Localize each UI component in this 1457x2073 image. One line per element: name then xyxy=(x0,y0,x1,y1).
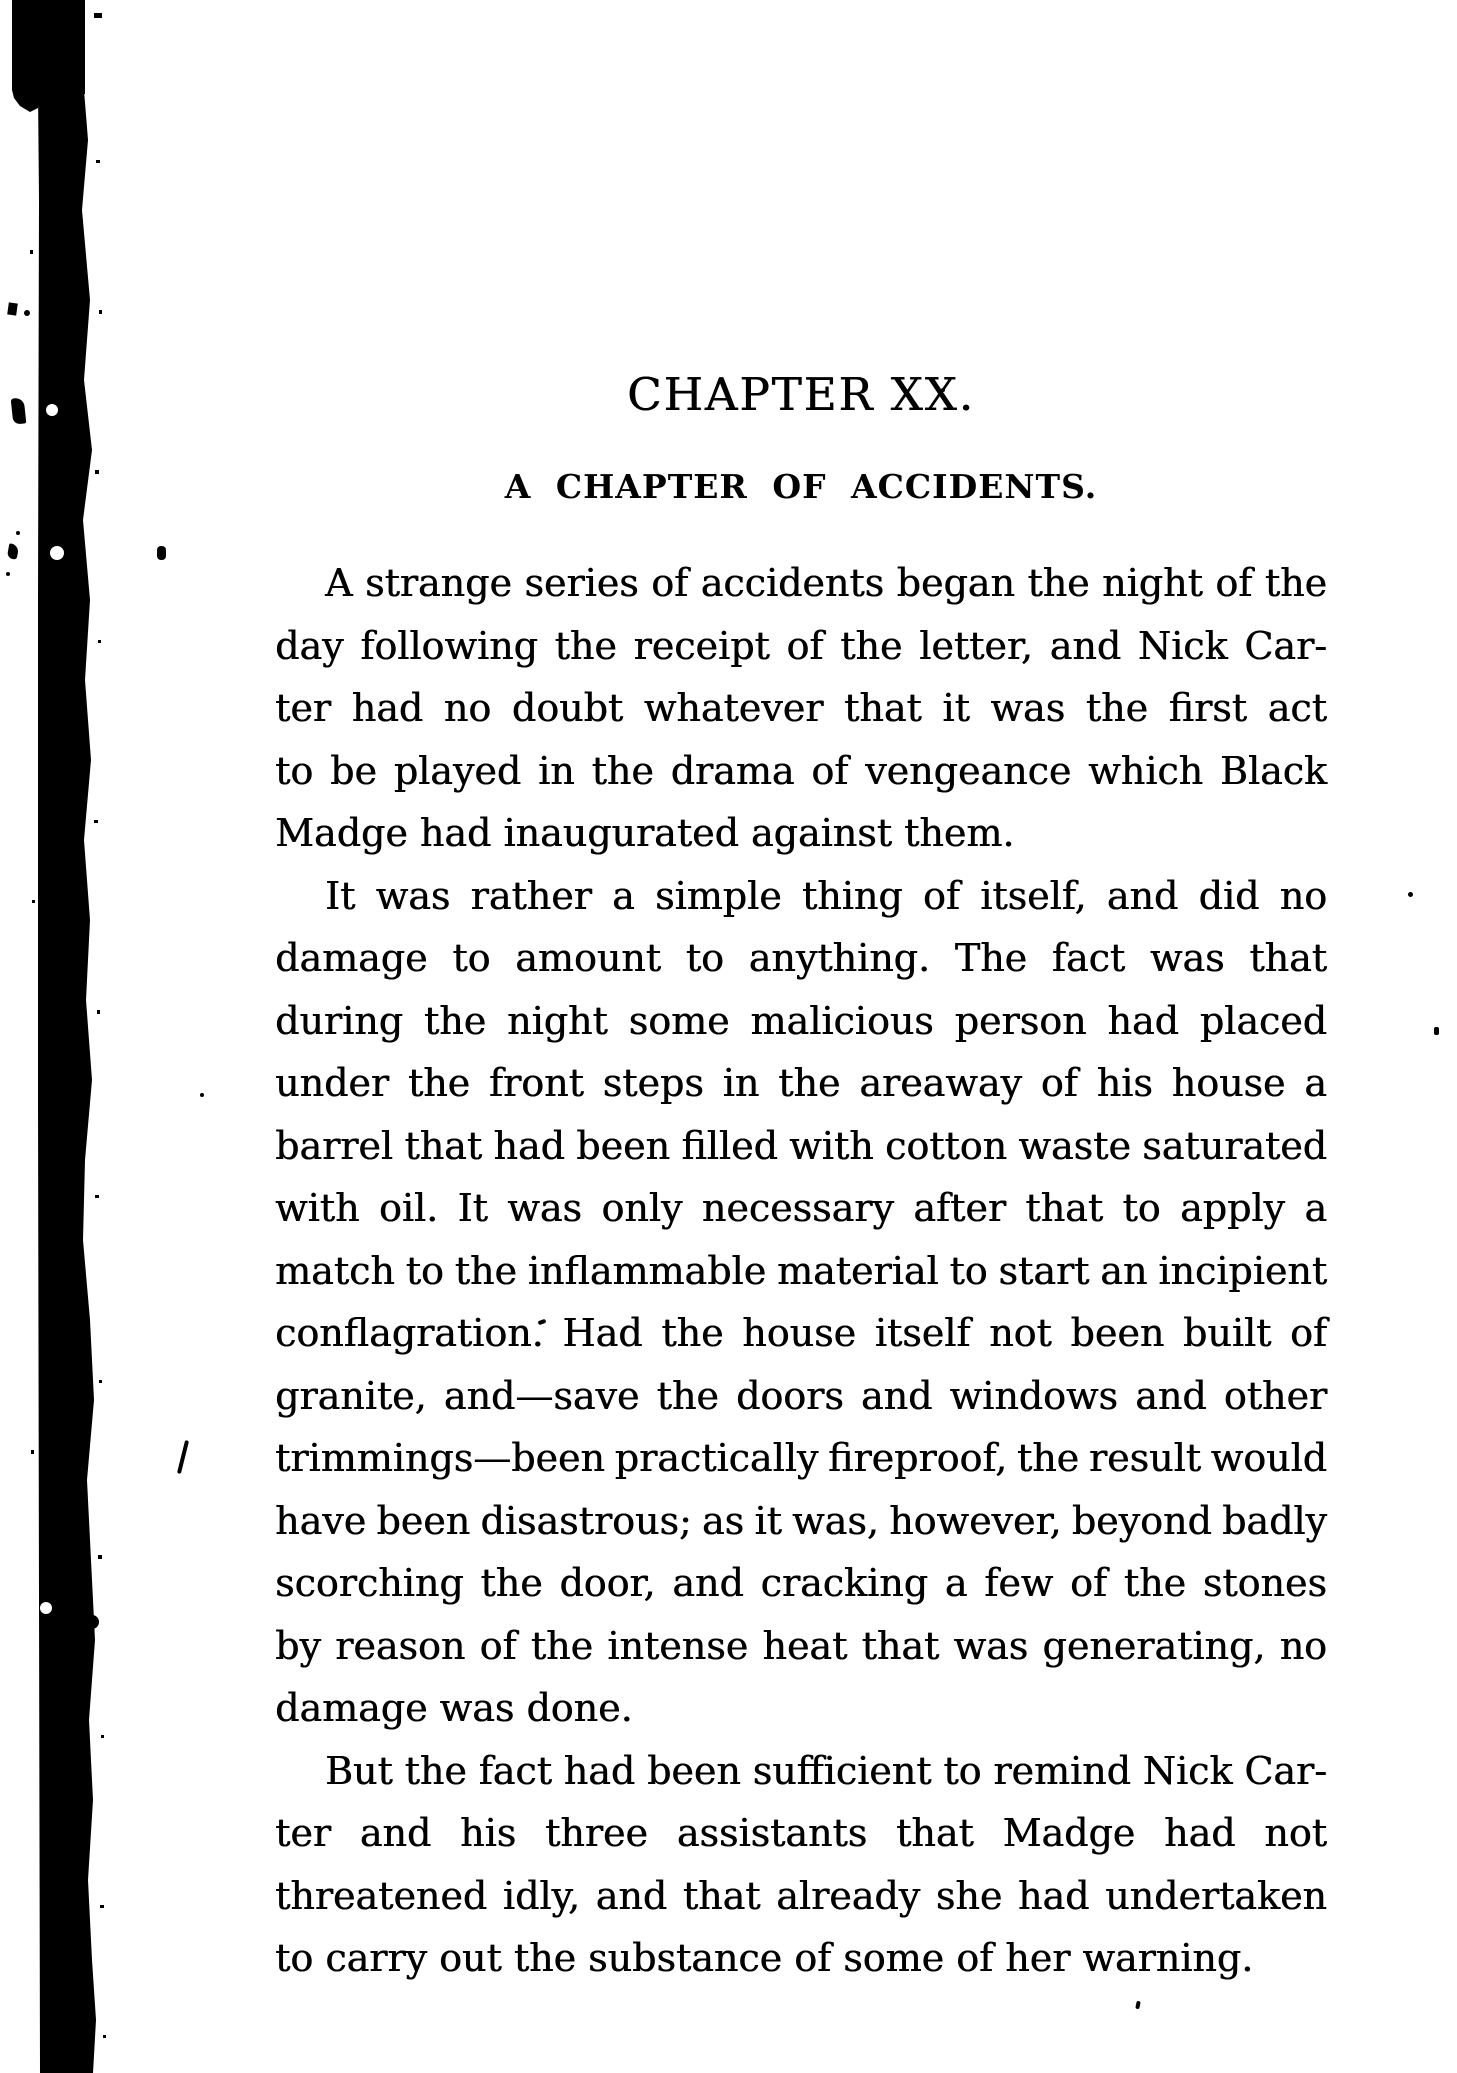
text-line: granite, and—save the doors and windows and other xyxy=(275,1373,1327,1418)
text-line: with oil. It was only necessary after that to apply a xyxy=(275,1186,1327,1230)
text-line: threatened idly, and that already she had undertaken xyxy=(275,1873,1327,1918)
chapter-subtitle: A CHAPTER OF ACCIDENTS. xyxy=(504,467,1098,506)
paragraph xyxy=(275,865,1327,1740)
paragraph xyxy=(275,1740,1327,1990)
text-line: day following the receipt of the letter, and Nick Car- xyxy=(275,623,1327,668)
text-line: by reason of the intense heat that was generating, no xyxy=(275,1623,1327,1668)
text-line: trimmings—been practically fireproof, the result would xyxy=(275,1436,1327,1480)
ink-speck xyxy=(94,13,102,18)
text-line: match to the inflammable material to start an incipient xyxy=(275,1248,1327,1293)
text-line: to be played in the drama of vengeance which Black xyxy=(275,748,1327,793)
paragraph xyxy=(275,552,1327,865)
body-text xyxy=(275,552,1327,1990)
text-line: barrel that had been filled with cotton waste saturated xyxy=(275,1123,1327,1168)
text-column xyxy=(275,0,1327,2073)
text-line: But the fact had been sufficient to remind Nick Car- xyxy=(325,1748,1327,1793)
text-line: damage was done. xyxy=(275,1686,633,1730)
ink-speck xyxy=(1434,1027,1439,1035)
ink-speck xyxy=(1408,892,1413,897)
ink-speck xyxy=(16,531,20,535)
ink-speck xyxy=(6,572,10,576)
text-line: It was rather a simple thing of itself, and did no xyxy=(325,873,1327,918)
text-line: to carry out the substance of some of her warning. xyxy=(275,1936,1254,1980)
text-line: ter had no doubt whatever that it was the first act xyxy=(275,686,1327,730)
text-line: ter and his three assistants that Madge had not xyxy=(275,1811,1327,1855)
text-line: A strange series of accidents began the night of the xyxy=(325,561,1327,605)
ink-speck xyxy=(7,302,18,315)
ink-speck xyxy=(177,1440,189,1474)
text-line: during the night some malicious person had placed xyxy=(275,998,1327,1043)
book-gutter-shadow xyxy=(0,0,130,2073)
chapter-heading: CHAPTER XX. xyxy=(627,368,975,421)
text-line: damage to amount to anything. The fact was that xyxy=(275,936,1327,980)
ink-speck xyxy=(157,546,166,560)
ink-speck xyxy=(200,1093,204,1097)
text-line: have been disastrous; as it was, however, beyond badly xyxy=(275,1498,1327,1543)
text-line: under the front steps in the areaway of his house a xyxy=(275,1061,1327,1105)
text-line: scorching the door, and cracking a few of the stones xyxy=(275,1561,1327,1605)
ink-speck xyxy=(24,310,30,316)
text-line: Madge had inaugurated against them. xyxy=(275,811,1015,855)
text-line: conflagration. Had the house itself not been built of xyxy=(275,1311,1327,1355)
